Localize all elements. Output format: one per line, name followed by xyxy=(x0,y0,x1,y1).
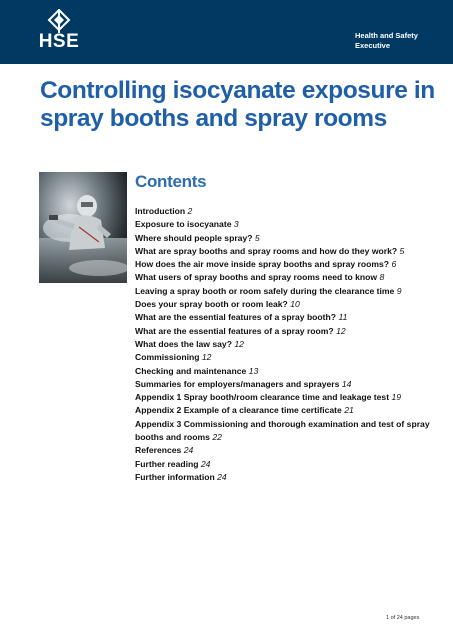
toc-entry[interactable] xyxy=(135,378,435,391)
toc-entry[interactable] xyxy=(135,298,435,311)
toc-entry[interactable] xyxy=(135,404,435,417)
toc-entry-title: Summaries for employers/managers and sprayers xyxy=(135,378,340,389)
page-number: 1 of 24 pages xyxy=(386,615,420,621)
table-of-contents xyxy=(135,205,435,484)
toc-entry-page: 9 xyxy=(396,285,402,296)
toc-entry[interactable] xyxy=(135,218,435,231)
toc-entry-title: Appendix 2 Example of a clearance time certificate xyxy=(135,405,342,416)
toc-entry-page: 24 xyxy=(217,471,227,482)
toc-entry-page: 3 xyxy=(233,219,239,230)
toc-entry-title: Commissioning xyxy=(135,352,200,363)
logo-text: HSE xyxy=(38,31,80,52)
hse-logo xyxy=(36,9,82,55)
toc-entry-page: 22 xyxy=(212,432,222,443)
toc-entry-page: 19 xyxy=(391,392,402,403)
toc-entry[interactable] xyxy=(135,338,435,351)
toc-entry-page: 12 xyxy=(336,325,346,336)
toc-entry-page: 5 xyxy=(254,232,260,243)
toc-entry-title: What does the law say? xyxy=(135,338,232,349)
toc-entry[interactable] xyxy=(135,444,435,457)
toc-entry-title: References xyxy=(135,445,182,456)
toc-entry-page: 24 xyxy=(183,445,194,456)
toc-entry-title: What users of spray booths and spray rooms need to know xyxy=(135,272,378,283)
toc-entry-page: 5 xyxy=(399,245,405,256)
toc-entry[interactable] xyxy=(135,325,435,338)
toc-entry-page: 6 xyxy=(391,259,397,270)
toc-entry-title: Leaving a spray booth or room safely during the clearance time xyxy=(135,285,395,296)
toc-entry-title: Introduction xyxy=(135,206,186,216)
toc-entry-page: 21 xyxy=(344,405,354,416)
toc-entry[interactable] xyxy=(135,205,435,218)
toc-entry[interactable] xyxy=(135,471,435,484)
toc-entry-title: Further reading xyxy=(135,458,199,469)
toc-entry-page: 12 xyxy=(234,338,244,349)
toc-entry-title: What are spray booths and spray rooms and how do they work? xyxy=(135,245,398,256)
toc-entry-title: Exposure to isocyanate xyxy=(135,219,232,230)
toc-entry-title: How does the air move inside spray booths and spray rooms? xyxy=(135,259,390,270)
toc-entry[interactable] xyxy=(135,351,435,364)
toc-entry[interactable] xyxy=(135,458,435,471)
toc-entry[interactable] xyxy=(135,232,435,245)
toc-entry[interactable] xyxy=(135,418,435,445)
toc-entry-title: Does your spray booth or room leak? xyxy=(135,299,288,310)
toc-entry-page: 13 xyxy=(248,365,259,376)
spray-painter-photo xyxy=(39,172,127,283)
toc-entry[interactable] xyxy=(135,245,435,258)
toc-entry-page: 12 xyxy=(201,352,212,363)
toc-entry[interactable] xyxy=(135,285,435,298)
toc-entry-title: Appendix 3 Commissioning and thorough examination and test of spray booths and rooms xyxy=(135,418,430,443)
toc-entry-page: 11 xyxy=(338,312,348,323)
toc-entry-page: 8 xyxy=(379,272,385,283)
organisation-name: Health and Safety Executive xyxy=(355,31,418,50)
toc-entry-title: Appendix 1 Spray booth/room clearance time and leakage test xyxy=(135,392,390,403)
crown-emblem-icon xyxy=(46,9,72,33)
toc-entry-title: What are the essential features of a spray booth? xyxy=(135,312,337,323)
toc-entry[interactable] xyxy=(135,365,435,378)
header-bar xyxy=(0,0,453,64)
toc-entry-page: 10 xyxy=(290,299,300,310)
toc-entry-title: Further information xyxy=(135,471,215,482)
toc-entry[interactable] xyxy=(135,311,435,324)
document-title: Controlling isocyanate exposure in spray booths and spray rooms xyxy=(40,77,435,132)
toc-entry-title: What are the essential features of a spray room? xyxy=(135,325,334,336)
toc-entry[interactable] xyxy=(135,271,435,284)
toc-entry-title: Checking and maintenance xyxy=(135,365,247,376)
toc-entry-page: 14 xyxy=(341,378,352,389)
toc-entry-title: Where should people spray? xyxy=(135,232,253,243)
contents-heading: Contents xyxy=(135,172,207,191)
toc-entry[interactable] xyxy=(135,258,435,271)
toc-entry-page: 2 xyxy=(187,206,193,216)
toc-entry-page: 24 xyxy=(200,458,211,469)
toc-entry[interactable] xyxy=(135,391,435,404)
